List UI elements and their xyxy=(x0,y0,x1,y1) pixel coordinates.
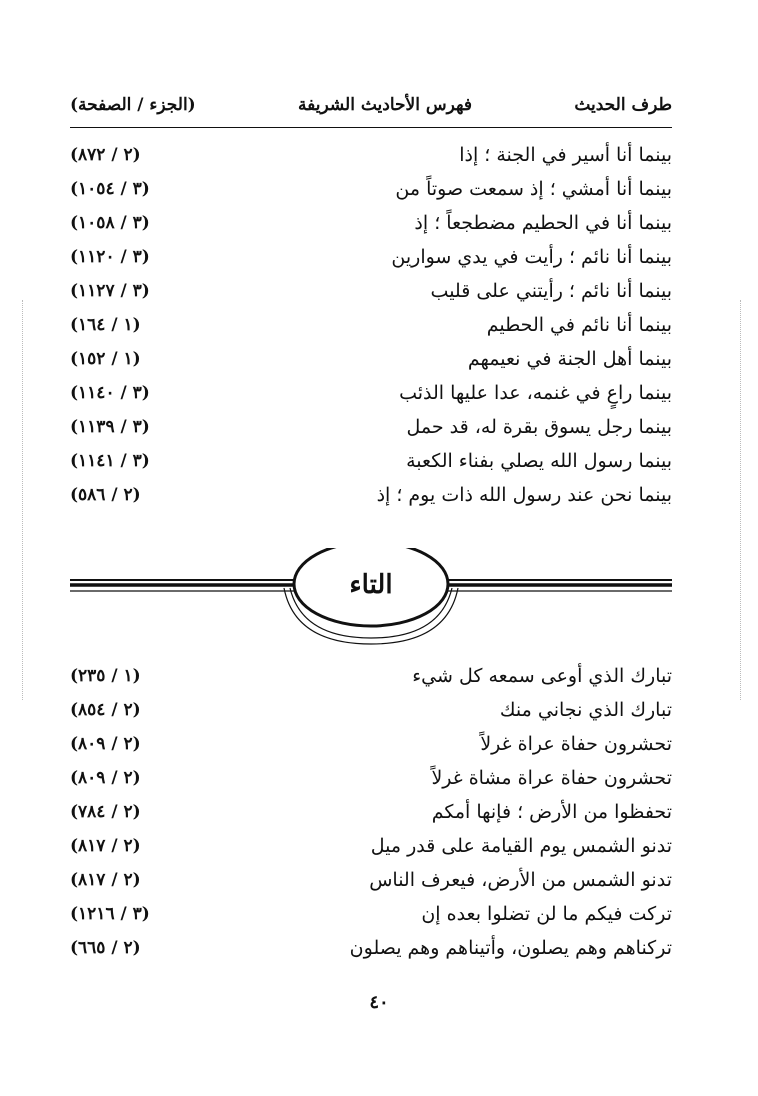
hadith-text: تركت فيكم ما لن تضلوا بعده إن xyxy=(421,903,672,925)
volume-page-ref: (٢ / ٨١٧) xyxy=(70,836,141,856)
index-entry xyxy=(70,829,672,863)
hadith-text: بينما أهل الجنة في نعيمهم xyxy=(467,348,672,370)
volume-page-ref: (٢ / ٥٨٦) xyxy=(70,485,141,505)
header-rule xyxy=(70,127,672,128)
page-header xyxy=(70,88,672,122)
index-entry xyxy=(70,376,672,410)
hadith-text: تحشرون حفاة عراة غرلاً xyxy=(480,733,672,755)
volume-page-ref: (٣ / ١١٢٧) xyxy=(70,281,150,301)
index-entry xyxy=(70,172,672,206)
hadith-text: تحفظوا من الأرض ؛ فإنها أمكم xyxy=(431,801,672,823)
hadith-text: بينما أنا نائم في الحطيم xyxy=(486,314,672,336)
index-entry xyxy=(70,897,672,931)
volume-page-ref: (٣ / ١١٤٠) xyxy=(70,383,150,403)
volume-page-ref: (٢ / ٨١٧) xyxy=(70,870,141,890)
header-index-title: فهرس الأحاديث الشريفة xyxy=(298,95,472,115)
hadith-text: بينما راعٍ في غنمه، عدا عليها الذئب xyxy=(399,382,672,404)
index-entry xyxy=(70,795,672,829)
volume-page-ref: (٢ / ٨٠٩) xyxy=(70,768,141,788)
section-title: التاء xyxy=(349,570,393,600)
volume-page-ref: (٢ / ٨٥٤) xyxy=(70,700,141,720)
volume-page-ref: (٢ / ٦٦٥) xyxy=(70,938,141,958)
header-volume-page-column: (الجزء / الصفحة) xyxy=(70,95,196,115)
volume-page-ref: (١ / ١٦٤) xyxy=(70,315,141,335)
index-entry xyxy=(70,240,672,274)
hadith-text: بينما أنا نائم ؛ رأيتني على قليب xyxy=(430,280,672,302)
volume-page-ref: (١ / ١٥٢) xyxy=(70,349,141,369)
index-entry xyxy=(70,138,672,172)
index-entry xyxy=(70,693,672,727)
index-entry xyxy=(70,931,672,965)
margin-rule-left xyxy=(22,300,23,700)
volume-page-ref: (٣ / ١٠٥٨) xyxy=(70,213,150,233)
index-entry xyxy=(70,478,672,512)
hadith-text: تحشرون حفاة عراة مشاة غرلاً xyxy=(431,767,672,789)
volume-page-ref: (٢ / ٨٠٩) xyxy=(70,734,141,754)
hadith-text: بينما أنا في الحطيم مضطجعاً ؛ إذ xyxy=(414,212,672,234)
hadith-text: بينما أنا أسير في الجنة ؛ إذا xyxy=(459,144,672,166)
index-entry xyxy=(70,342,672,376)
hadith-text: بينما رسول الله يصلي بفناء الكعبة xyxy=(406,450,672,472)
hadith-text: بينما أنا نائم ؛ رأيت في يدي سوارين xyxy=(391,246,672,268)
hadith-text: تدنو الشمس من الأرض، فيعرف الناس xyxy=(369,869,672,891)
index-entry xyxy=(70,761,672,795)
index-entry xyxy=(70,659,672,693)
index-entry xyxy=(70,206,672,240)
volume-page-ref: (٣ / ١١٣٩) xyxy=(70,417,150,437)
volume-page-ref: (٣ / ١٠٥٤) xyxy=(70,179,150,199)
index-entry xyxy=(70,274,672,308)
volume-page-ref: (٣ / ١١٢٠) xyxy=(70,247,150,267)
hadith-text: بينما نحن عند رسول الله ذات يوم ؛ إذ xyxy=(376,484,672,506)
hadith-text: تدنو الشمس يوم القيامة على قدر ميل xyxy=(370,835,672,857)
index-entry xyxy=(70,308,672,342)
volume-page-ref: (٢ / ٨٧٢) xyxy=(70,145,141,165)
volume-page-ref: (٢ / ٧٨٤) xyxy=(70,802,141,822)
hadith-text: تركناهم وهم يصلون، وأتيناهم وهم يصلون xyxy=(349,937,672,959)
volume-page-ref: (٣ / ١٢١٦) xyxy=(70,904,150,924)
index-entry xyxy=(70,727,672,761)
header-hadith-column: طرف الحديث xyxy=(574,95,672,115)
hadith-text: تبارك الذي نجاني منك xyxy=(499,699,672,721)
index-entry xyxy=(70,863,672,897)
volume-page-ref: (٣ / ١١٤١) xyxy=(70,451,150,471)
margin-rule-right xyxy=(740,300,741,700)
hadith-text: بينما أنا أمشي ؛ إذ سمعت صوتاً من xyxy=(395,178,672,200)
index-entry xyxy=(70,444,672,478)
hadith-text: بينما رجل يسوق بقرة له، قد حمل xyxy=(406,416,672,438)
index-entry xyxy=(70,410,672,444)
volume-page-ref: (١ / ٢٣٥) xyxy=(70,666,141,686)
hadith-text: تبارك الذي أوعى سمعه كل شيء xyxy=(412,665,672,687)
page-number: ٤٠ xyxy=(369,992,389,1013)
section-heading-banner xyxy=(70,548,672,648)
